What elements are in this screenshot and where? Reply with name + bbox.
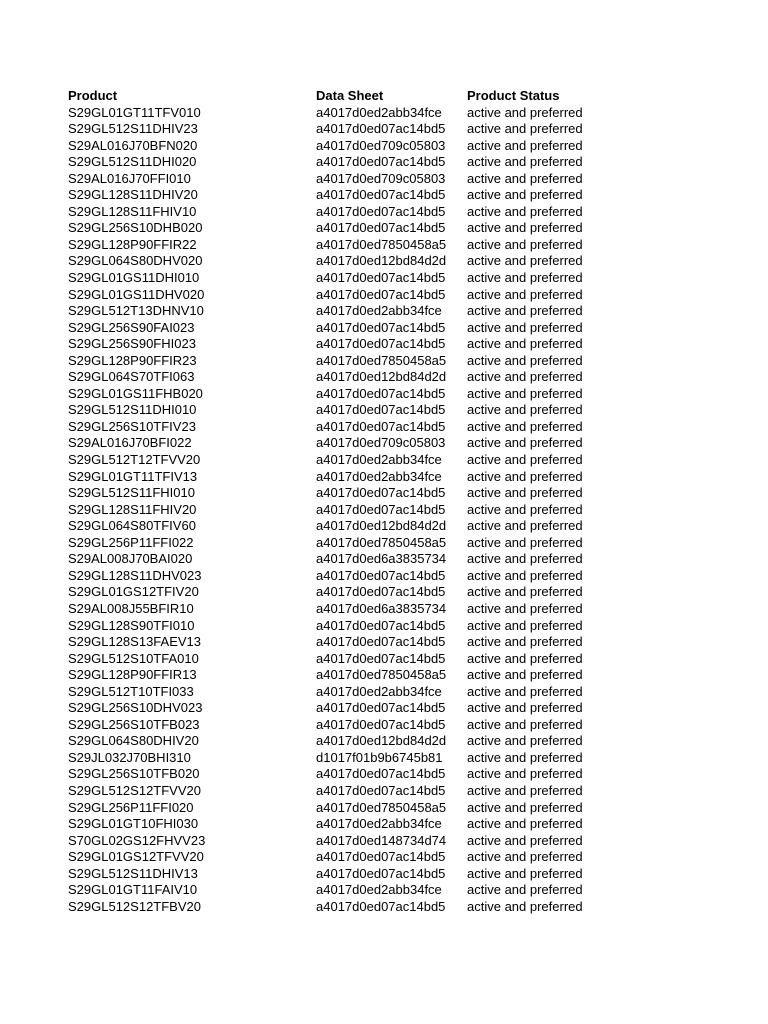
product-cell: S29GL128S11DHIV20 bbox=[68, 187, 198, 203]
data-sheet-cell: d1017f01b9b6745b81 bbox=[316, 749, 443, 765]
product-cell: S29GL512S11FHI010 bbox=[68, 485, 195, 501]
table-row bbox=[68, 899, 628, 916]
product-cell: S29GL01GT11FAIV10 bbox=[68, 882, 198, 898]
product-status-cell: active and preferred bbox=[467, 567, 583, 583]
table-row bbox=[68, 435, 628, 452]
product-cell: S29AL008J55BFIR10 bbox=[68, 600, 194, 616]
product-cell: S29GL01GT11TFIV13 bbox=[68, 468, 198, 484]
table-row bbox=[68, 336, 628, 353]
table-row bbox=[68, 866, 628, 883]
product-status-cell: active and preferred bbox=[467, 634, 583, 650]
product-cell: S29GL01GS12TFIV20 bbox=[68, 584, 199, 600]
data-sheet-cell: a4017d0ed709c05803 bbox=[316, 435, 446, 451]
product-status-cell: active and preferred bbox=[467, 121, 583, 137]
table-row bbox=[68, 452, 628, 469]
data-sheet-cell: a4017d0ed07ac14bd5 bbox=[316, 617, 446, 633]
product-status-cell: active and preferred bbox=[467, 667, 583, 683]
data-sheet-cell: a4017d0ed07ac14bd5 bbox=[316, 270, 446, 286]
data-sheet-cell: a4017d0ed7850458a5 bbox=[316, 236, 447, 252]
product-cell: S29GL512S11DHIV23 bbox=[68, 121, 198, 137]
product-status-cell: active and preferred bbox=[467, 534, 583, 550]
product-status-cell: active and preferred bbox=[467, 402, 583, 418]
data-sheet-cell: a4017d0ed07ac14bd5 bbox=[316, 634, 446, 650]
product-cell: S29GL064S80DHIV20 bbox=[68, 733, 199, 749]
table-row bbox=[68, 171, 628, 188]
product-cell: S29GL01GS11FHB020 bbox=[68, 385, 203, 401]
product-status-cell: active and preferred bbox=[467, 700, 583, 716]
data-sheet-cell: a4017d0ed2abb34fce bbox=[316, 816, 442, 832]
table-row bbox=[68, 816, 628, 833]
data-sheet-cell: a4017d0ed7850458a5 bbox=[316, 667, 447, 683]
table-row bbox=[68, 204, 628, 221]
product-status-cell: active and preferred bbox=[467, 154, 583, 170]
product-cell: S29GL128S11FHIV10 bbox=[68, 203, 197, 219]
product-status-cell: active and preferred bbox=[467, 418, 583, 434]
table-header-row bbox=[68, 88, 628, 105]
product-status-cell: active and preferred bbox=[467, 766, 583, 782]
data-sheet-cell: a4017d0ed7850458a5 bbox=[316, 534, 447, 550]
data-sheet-cell: a4017d0ed709c05803 bbox=[316, 137, 446, 153]
data-sheet-cell: a4017d0ed07ac14bd5 bbox=[316, 501, 446, 517]
table-row bbox=[68, 584, 628, 601]
header-product: Product bbox=[68, 88, 118, 103]
table-row bbox=[68, 518, 628, 535]
data-sheet-cell: a4017d0ed07ac14bd5 bbox=[316, 584, 446, 600]
table-row bbox=[68, 800, 628, 817]
product-status-cell: active and preferred bbox=[467, 452, 583, 468]
table-row bbox=[68, 270, 628, 287]
data-sheet-cell: a4017d0ed6a3835734 bbox=[316, 551, 447, 567]
data-sheet-cell: a4017d0ed07ac14bd5 bbox=[316, 286, 446, 302]
data-sheet-cell: a4017d0ed7850458a5 bbox=[316, 352, 447, 368]
product-cell: S29GL256S10DHV023 bbox=[68, 700, 203, 716]
data-sheet-cell: a4017d0ed12bd84d2d bbox=[316, 733, 447, 749]
data-sheet-cell: a4017d0ed07ac14bd5 bbox=[316, 898, 446, 914]
table-row bbox=[68, 684, 628, 701]
data-sheet-cell: a4017d0ed709c05803 bbox=[316, 170, 446, 186]
product-cell: S29AL008J70BAI020 bbox=[68, 551, 193, 567]
table-row bbox=[68, 551, 628, 568]
table-row bbox=[68, 187, 628, 204]
table-row bbox=[68, 105, 628, 122]
table-row bbox=[68, 369, 628, 386]
product-cell: S29GL256S90FAI023 bbox=[68, 319, 195, 335]
product-status-cell: active and preferred bbox=[467, 104, 583, 120]
product-status-cell: active and preferred bbox=[467, 385, 583, 401]
table-row bbox=[68, 882, 628, 899]
product-status-cell: active and preferred bbox=[467, 617, 583, 633]
product-cell: S29GL256P11FFI022 bbox=[68, 534, 194, 550]
table-row bbox=[68, 386, 628, 403]
table-row bbox=[68, 402, 628, 419]
table-row bbox=[68, 485, 628, 502]
data-sheet-cell: a4017d0ed2abb34fce bbox=[316, 468, 442, 484]
data-sheet-cell: a4017d0ed07ac14bd5 bbox=[316, 187, 446, 203]
product-status-cell: active and preferred bbox=[467, 600, 583, 616]
product-status-cell: active and preferred bbox=[467, 733, 583, 749]
product-cell: S29GL128P90FFIR22 bbox=[68, 236, 197, 252]
product-cell: S29GL512S11DHI010 bbox=[68, 402, 197, 418]
table-row bbox=[68, 634, 628, 651]
product-status-cell: active and preferred bbox=[467, 882, 583, 898]
product-status-cell: active and preferred bbox=[467, 319, 583, 335]
data-sheet-cell: a4017d0ed07ac14bd5 bbox=[316, 402, 446, 418]
product-cell: S29GL512S10TFA010 bbox=[68, 650, 199, 666]
product-cell: S29GL01GT10FHI030 bbox=[68, 816, 199, 832]
product-cell: S29GL128S11DHV023 bbox=[68, 567, 202, 583]
product-status-cell: active and preferred bbox=[467, 518, 583, 534]
table-body bbox=[68, 105, 628, 916]
table-row bbox=[68, 469, 628, 486]
data-sheet-cell: a4017d0ed07ac14bd5 bbox=[316, 336, 446, 352]
table-row bbox=[68, 733, 628, 750]
product-cell: S29GL01GT11TFV010 bbox=[68, 104, 201, 120]
product-status-cell: active and preferred bbox=[467, 435, 583, 451]
data-sheet-cell: a4017d0ed07ac14bd5 bbox=[316, 485, 446, 501]
table-row bbox=[68, 502, 628, 519]
table-row bbox=[68, 220, 628, 237]
data-sheet-cell: a4017d0ed12bd84d2d bbox=[316, 369, 447, 385]
table-row bbox=[68, 849, 628, 866]
product-cell: S29GL128P90FFIR23 bbox=[68, 352, 197, 368]
table-row bbox=[68, 154, 628, 171]
product-status-cell: active and preferred bbox=[467, 749, 583, 765]
product-cell: S29GL256S10TFB023 bbox=[68, 716, 200, 732]
data-sheet-cell: a4017d0ed07ac14bd5 bbox=[316, 567, 446, 583]
table-row bbox=[68, 700, 628, 717]
product-cell: S29GL512S12TFBV20 bbox=[68, 898, 201, 914]
table-row bbox=[68, 237, 628, 254]
table-row bbox=[68, 419, 628, 436]
table-row bbox=[68, 766, 628, 783]
product-status-cell: active and preferred bbox=[467, 584, 583, 600]
product-status-cell: active and preferred bbox=[467, 236, 583, 252]
data-sheet-cell: a4017d0ed07ac14bd5 bbox=[316, 203, 446, 219]
table-row bbox=[68, 535, 628, 552]
product-cell: S29AL016J70BFI022 bbox=[68, 435, 192, 451]
data-sheet-cell: a4017d0ed2abb34fce bbox=[316, 104, 442, 120]
header-product-status: Product Status bbox=[467, 88, 560, 103]
table-row bbox=[68, 651, 628, 668]
data-sheet-cell: a4017d0ed07ac14bd5 bbox=[316, 849, 446, 865]
product-status-cell: active and preferred bbox=[467, 849, 583, 865]
data-sheet-cell: a4017d0ed12bd84d2d bbox=[316, 518, 447, 534]
product-status-cell: active and preferred bbox=[467, 170, 583, 186]
product-cell: S29GL512T12TFVV20 bbox=[68, 452, 201, 468]
product-cell: S29GL128S11FHIV20 bbox=[68, 501, 197, 517]
product-status-cell: active and preferred bbox=[467, 203, 583, 219]
product-status-cell: active and preferred bbox=[467, 336, 583, 352]
table-row bbox=[68, 303, 628, 320]
data-sheet-cell: a4017d0ed07ac14bd5 bbox=[316, 766, 446, 782]
product-status-cell: active and preferred bbox=[467, 468, 583, 484]
table-row bbox=[68, 353, 628, 370]
product-status-cell: active and preferred bbox=[467, 303, 583, 319]
data-sheet-cell: a4017d0ed2abb34fce bbox=[316, 882, 442, 898]
data-sheet-cell: a4017d0ed07ac14bd5 bbox=[316, 650, 446, 666]
data-sheet-cell: a4017d0ed07ac14bd5 bbox=[316, 418, 446, 434]
table-row bbox=[68, 750, 628, 767]
product-status-cell: active and preferred bbox=[467, 286, 583, 302]
table-row bbox=[68, 568, 628, 585]
product-cell: S29GL128S13FAEV13 bbox=[68, 634, 201, 650]
data-sheet-cell: a4017d0ed07ac14bd5 bbox=[316, 385, 446, 401]
product-cell: S70GL02GS12FHVV23 bbox=[68, 832, 206, 848]
product-cell: S29GL256S10TFB020 bbox=[68, 766, 200, 782]
data-sheet-cell: a4017d0ed07ac14bd5 bbox=[316, 220, 446, 236]
product-status-cell: active and preferred bbox=[467, 551, 583, 567]
product-cell: S29GL01GS12TFVV20 bbox=[68, 849, 204, 865]
table-row bbox=[68, 601, 628, 618]
product-cell: S29GL512T13DHNV10 bbox=[68, 303, 204, 319]
product-status-cell: active and preferred bbox=[467, 650, 583, 666]
table-row bbox=[68, 287, 628, 304]
product-status-cell: active and preferred bbox=[467, 865, 583, 881]
product-cell: S29GL064S70TFI063 bbox=[68, 369, 195, 385]
data-sheet-cell: a4017d0ed07ac14bd5 bbox=[316, 319, 446, 335]
product-status-cell: active and preferred bbox=[467, 270, 583, 286]
product-status-cell: active and preferred bbox=[467, 898, 583, 914]
product-cell: S29GL512S11DHI020 bbox=[68, 154, 197, 170]
product-status-cell: active and preferred bbox=[467, 816, 583, 832]
product-cell: S29AL016J70FFI010 bbox=[68, 170, 191, 186]
data-sheet-cell: a4017d0ed07ac14bd5 bbox=[316, 154, 446, 170]
table-row bbox=[68, 667, 628, 684]
data-sheet-cell: a4017d0ed2abb34fce bbox=[316, 683, 442, 699]
product-cell: S29GL512T10TFI033 bbox=[68, 683, 194, 699]
product-status-cell: active and preferred bbox=[467, 352, 583, 368]
product-cell: S29GL512S11DHIV13 bbox=[68, 865, 198, 881]
table-row bbox=[68, 783, 628, 800]
product-status-cell: active and preferred bbox=[467, 253, 583, 269]
data-sheet-cell: a4017d0ed148734d74 bbox=[316, 832, 447, 848]
product-cell: S29GL128P90FFIR13 bbox=[68, 667, 197, 683]
table-row bbox=[68, 618, 628, 635]
product-cell: S29GL256S90FHI023 bbox=[68, 336, 196, 352]
header-data-sheet: Data Sheet bbox=[316, 88, 384, 103]
data-sheet-cell: a4017d0ed7850458a5 bbox=[316, 799, 447, 815]
data-sheet-cell: a4017d0ed2abb34fce bbox=[316, 452, 442, 468]
product-status-cell: active and preferred bbox=[467, 782, 583, 798]
data-sheet-cell: a4017d0ed07ac14bd5 bbox=[316, 700, 446, 716]
table-row bbox=[68, 717, 628, 734]
table-row bbox=[68, 833, 628, 850]
product-cell: S29GL128S90TFI010 bbox=[68, 617, 195, 633]
table-row bbox=[68, 121, 628, 138]
product-status-cell: active and preferred bbox=[467, 485, 583, 501]
data-sheet-cell: a4017d0ed12bd84d2d bbox=[316, 253, 447, 269]
data-sheet-cell: a4017d0ed07ac14bd5 bbox=[316, 865, 446, 881]
product-status-cell: active and preferred bbox=[467, 137, 583, 153]
product-cell: S29JL032J70BHI310 bbox=[68, 749, 191, 765]
product-status-cell: active and preferred bbox=[467, 220, 583, 236]
product-cell: S29GL064S80TFIV60 bbox=[68, 518, 196, 534]
product-cell: S29GL256S10TFIV23 bbox=[68, 418, 196, 434]
data-sheet-cell: a4017d0ed07ac14bd5 bbox=[316, 716, 446, 732]
product-cell: S29GL512S12TFVV20 bbox=[68, 782, 201, 798]
product-status-cell: active and preferred bbox=[467, 369, 583, 385]
product-cell: S29GL01GS11DHV020 bbox=[68, 286, 205, 302]
product-status-cell: active and preferred bbox=[467, 832, 583, 848]
product-status-cell: active and preferred bbox=[467, 683, 583, 699]
product-cell: S29GL256S10DHB020 bbox=[68, 220, 203, 236]
product-status-cell: active and preferred bbox=[467, 501, 583, 517]
product-cell: S29GL256P11FFI020 bbox=[68, 799, 194, 815]
data-sheet-cell: a4017d0ed07ac14bd5 bbox=[316, 121, 446, 137]
data-sheet-cell: a4017d0ed07ac14bd5 bbox=[316, 782, 446, 798]
data-sheet-cell: a4017d0ed2abb34fce bbox=[316, 303, 442, 319]
product-status-cell: active and preferred bbox=[467, 799, 583, 815]
table-row bbox=[68, 320, 628, 337]
data-sheet-cell: a4017d0ed6a3835734 bbox=[316, 600, 447, 616]
product-cell: S29GL064S80DHV020 bbox=[68, 253, 203, 269]
product-status-cell: active and preferred bbox=[467, 716, 583, 732]
product-status-cell: active and preferred bbox=[467, 187, 583, 203]
table-row bbox=[68, 253, 628, 270]
table-row bbox=[68, 138, 628, 155]
product-table bbox=[68, 88, 628, 915]
product-cell: S29AL016J70BFN020 bbox=[68, 137, 198, 153]
product-cell: S29GL01GS11DHI010 bbox=[68, 270, 200, 286]
